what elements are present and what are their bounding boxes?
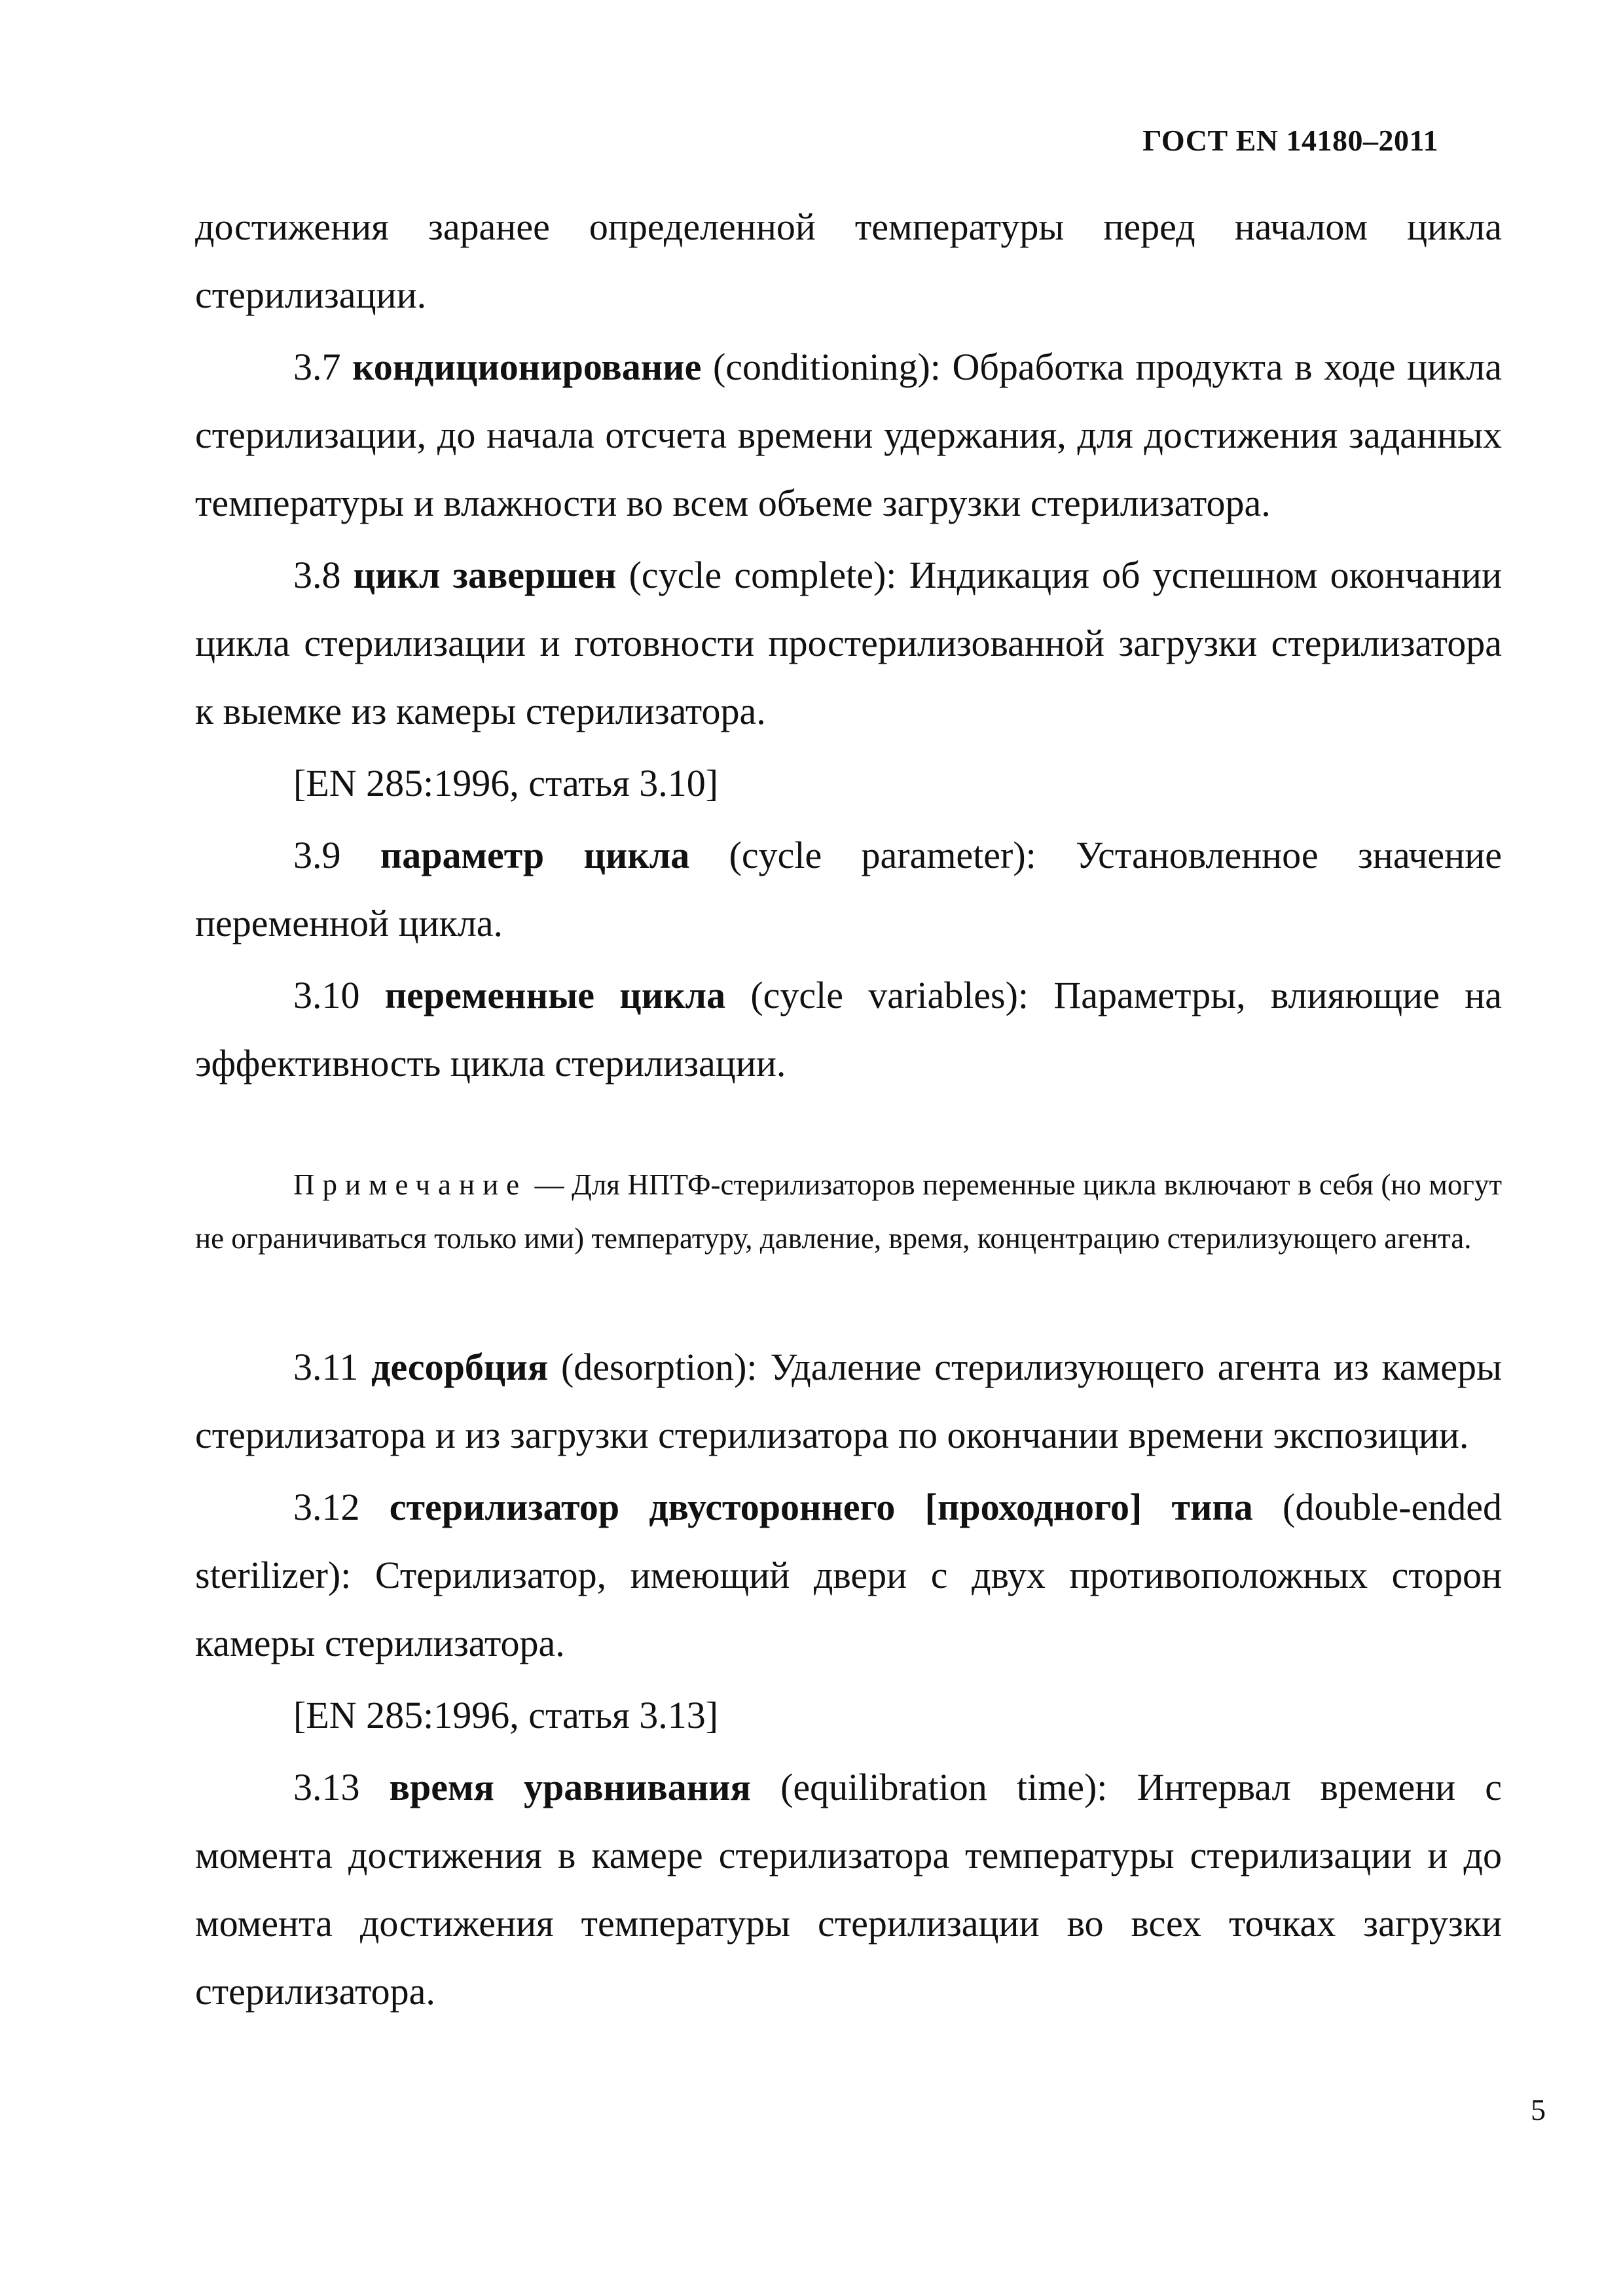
term: параметр цикла bbox=[380, 834, 690, 876]
definition-3-13 bbox=[195, 1753, 1502, 2026]
item-number: 3.9 bbox=[293, 834, 341, 876]
note-paragraph bbox=[195, 1158, 1502, 1265]
definition-text: Параметры, влияющие на эффективность цикла стерилизации. bbox=[195, 974, 1503, 1085]
item-number: 3.12 bbox=[293, 1486, 360, 1528]
item-number: 3.8 bbox=[293, 554, 341, 596]
english-term: (conditioning): bbox=[712, 346, 941, 388]
term: переменные цикла bbox=[384, 974, 726, 1016]
english-term: (cycle variables): bbox=[750, 974, 1029, 1016]
source-reference: [EN 285:1996, статья 3.10] bbox=[293, 762, 719, 804]
english-term: (desorption): bbox=[560, 1346, 757, 1388]
term: стерилизатор двустороннего [проходного] типа bbox=[389, 1486, 1253, 1528]
english-term: (cycle complete): bbox=[629, 554, 897, 596]
note-text: Для НПТФ-стерилизаторов переменные цикла включают в себя (но могут не ограничиваться только ими) температуру, давление, время, концентрацию стерилизующего агента. bbox=[195, 1168, 1503, 1255]
definition-text: Обработка продукта в ходе цикла стерилизации, до начала отсчета времени удержания, для достижения заданных температуры и влажности во всем объеме загрузки стерилизатора. bbox=[195, 346, 1502, 524]
note-dash: — bbox=[534, 1168, 564, 1201]
note-label: Примечание bbox=[293, 1168, 528, 1201]
item-number: 3.10 bbox=[293, 974, 360, 1016]
definition-3-8 bbox=[195, 541, 1502, 745]
english-term: (double-ended sterilizer): bbox=[195, 1486, 1503, 1596]
document-header bbox=[1142, 123, 1438, 158]
item-number: 3.7 bbox=[293, 346, 341, 388]
page-content bbox=[195, 193, 1502, 2030]
source-reference: [EN 285:1996, статья 3.13] bbox=[293, 1694, 719, 1736]
document-id: ГОСТ EN 14180–2011 bbox=[1142, 124, 1438, 157]
definition-3-12 bbox=[195, 1473, 1502, 1677]
term: кондиционирование bbox=[352, 346, 702, 388]
definition-text: Установленное значение переменной цикла. bbox=[195, 834, 1502, 944]
term: время уравнивания bbox=[389, 1766, 751, 1808]
definition-text: Удаление стерилизующего агента из камеры стерилизатора и из загрузки стерилизатора по окончании времени экспозиции. bbox=[195, 1346, 1503, 1456]
definition-text: Индикация об успешном окончании цикла стерилизации и готовности простерилизованной загрузки стерилизатора к выемке из камеры стерилизатора. bbox=[195, 554, 1502, 732]
term: цикл завершен bbox=[353, 554, 617, 596]
continuation-paragraph: достижения заранее определенной температуры перед началом цикла стерилизации. bbox=[195, 206, 1502, 316]
definition-3-9 bbox=[195, 821, 1502, 958]
definition-3-10 bbox=[195, 961, 1502, 1098]
definition-text: Интервал времени с момента достижения в камере стерилизатора температуры стерилизации и до момента достижения температуры стерилизации во всех точках загрузки стерилизатора. bbox=[195, 1766, 1503, 2013]
item-number: 3.11 bbox=[293, 1346, 359, 1388]
definition-3-11 bbox=[195, 1333, 1502, 1469]
english-term: (equilibration time): bbox=[780, 1766, 1108, 1808]
page-number: 5 bbox=[1531, 2093, 1546, 2126]
english-term: (cycle parameter): bbox=[729, 834, 1036, 876]
definition-text: Стерилизатор, имеющий двери с двух противоположных сторон камеры стерилизатора. bbox=[195, 1554, 1503, 1664]
term: десорбция bbox=[371, 1346, 549, 1388]
definition-3-7 bbox=[195, 333, 1502, 537]
item-number: 3.13 bbox=[293, 1766, 360, 1808]
